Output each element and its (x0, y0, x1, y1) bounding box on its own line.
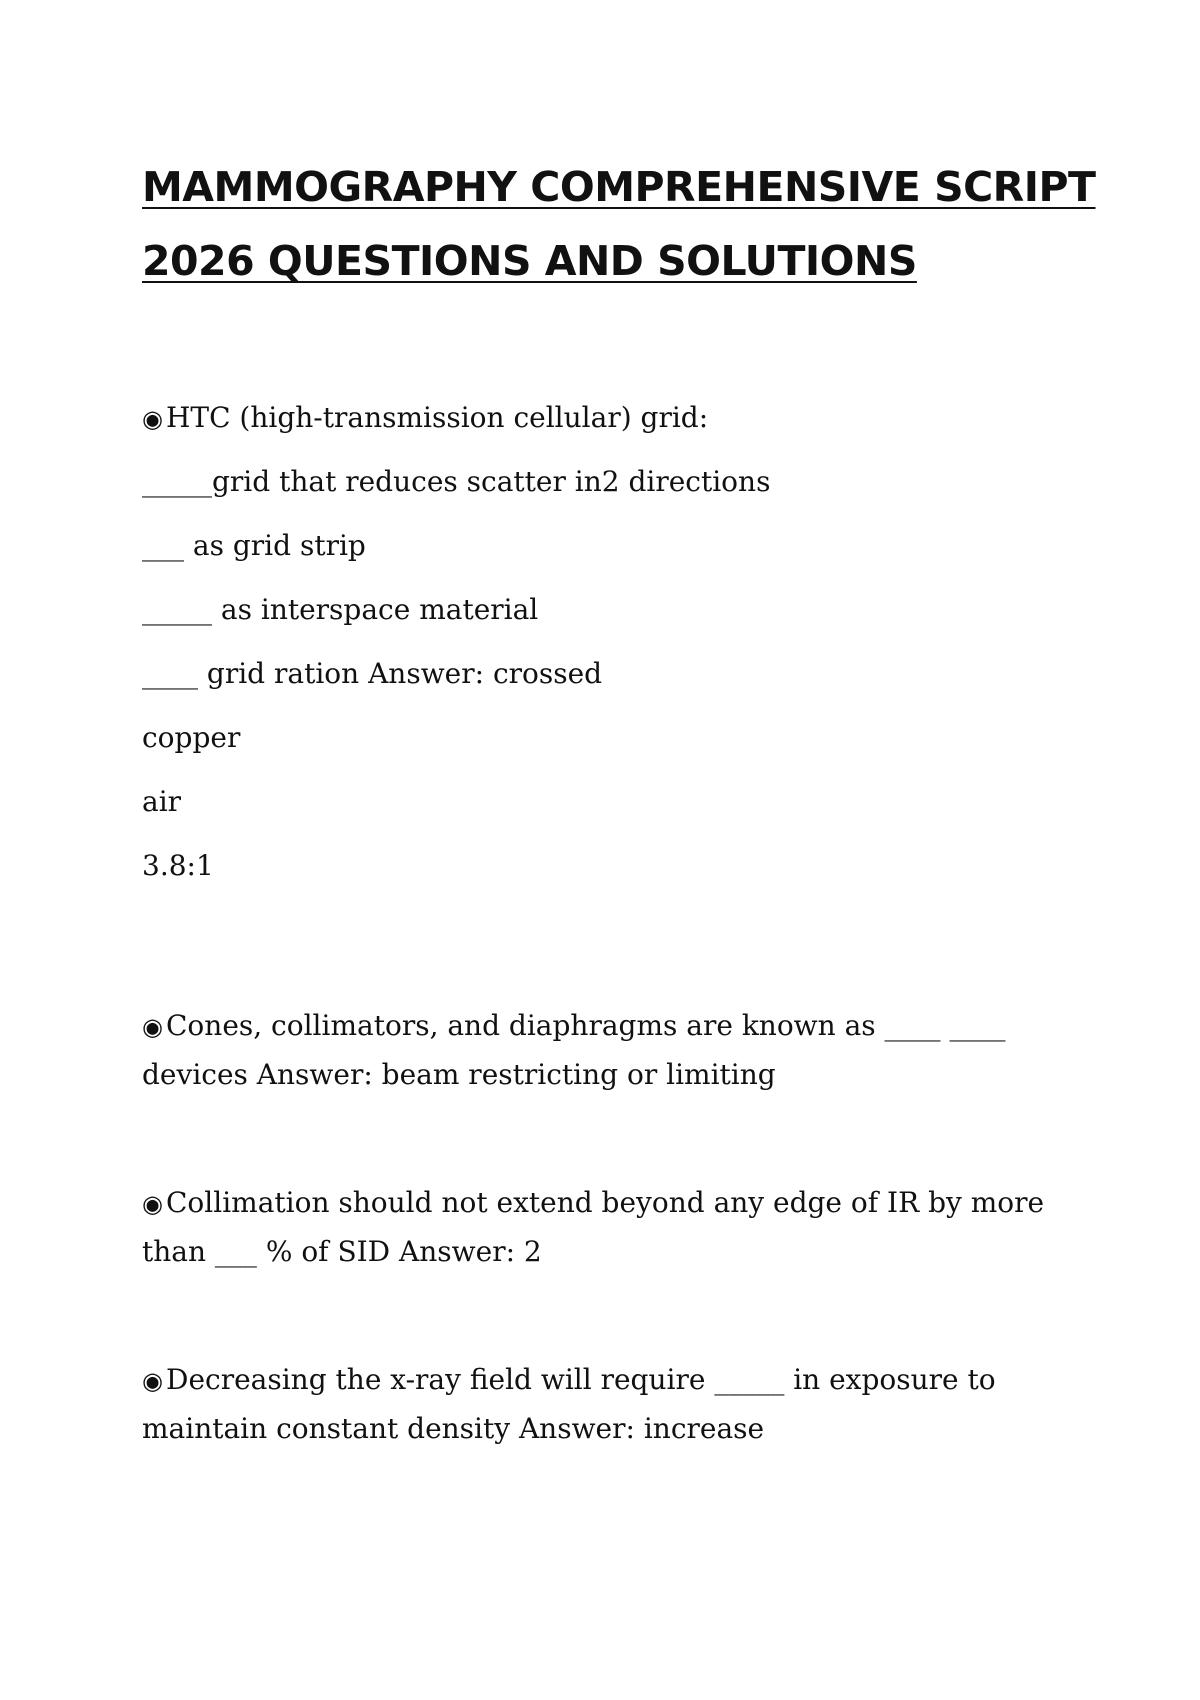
document-page (142, 150, 1096, 1452)
question-2-text: Cones, collimators, and diaphragms are known as ____ ____ devices Answer: beam restricting or limiting (142, 1009, 1006, 1091)
question-4-text: Decreasing the x-ray field will require _____ in exposure to maintain constant density Answer: increase (142, 1363, 996, 1445)
title-line-2: 2026 QUESTIONS AND SOLUTIONS (142, 237, 917, 285)
document-title (142, 150, 1096, 298)
question-2 (142, 1002, 1082, 1098)
question-1-line: _____ as interspace material (142, 593, 539, 626)
bullet-icon: ◉ (142, 1190, 163, 1218)
question-2-paragraph (142, 1002, 1082, 1098)
question-1-answer-line: 3.8:1 (142, 849, 214, 882)
question-4 (142, 1356, 1082, 1452)
question-3 (142, 1179, 1082, 1275)
bullet-icon: ◉ (142, 1013, 163, 1041)
question-1-text: HTC (high-transmission cellular) grid: (166, 401, 709, 434)
question-3-text: Collimation should not extend beyond any edge of IR by more than ___ % of SID Answer: 2 (142, 1186, 1045, 1268)
question-1-answer-line: air (142, 785, 182, 818)
question-1-line (142, 386, 1082, 450)
question-1 (142, 386, 1082, 898)
question-4-paragraph (142, 1356, 1082, 1452)
question-3-paragraph (142, 1179, 1082, 1275)
question-1-line: ____ grid ration Answer: crossed (142, 657, 603, 690)
question-1-line: ___ as grid strip (142, 529, 366, 562)
bullet-icon: ◉ (142, 405, 163, 433)
question-1-line: _____grid that reduces scatter in2 directions (142, 465, 771, 498)
question-1-answer-line: copper (142, 721, 241, 754)
bullet-icon: ◉ (142, 1367, 163, 1395)
title-line-1: MAMMOGRAPHY COMPREHENSIVE SCRIPT (142, 163, 1096, 211)
